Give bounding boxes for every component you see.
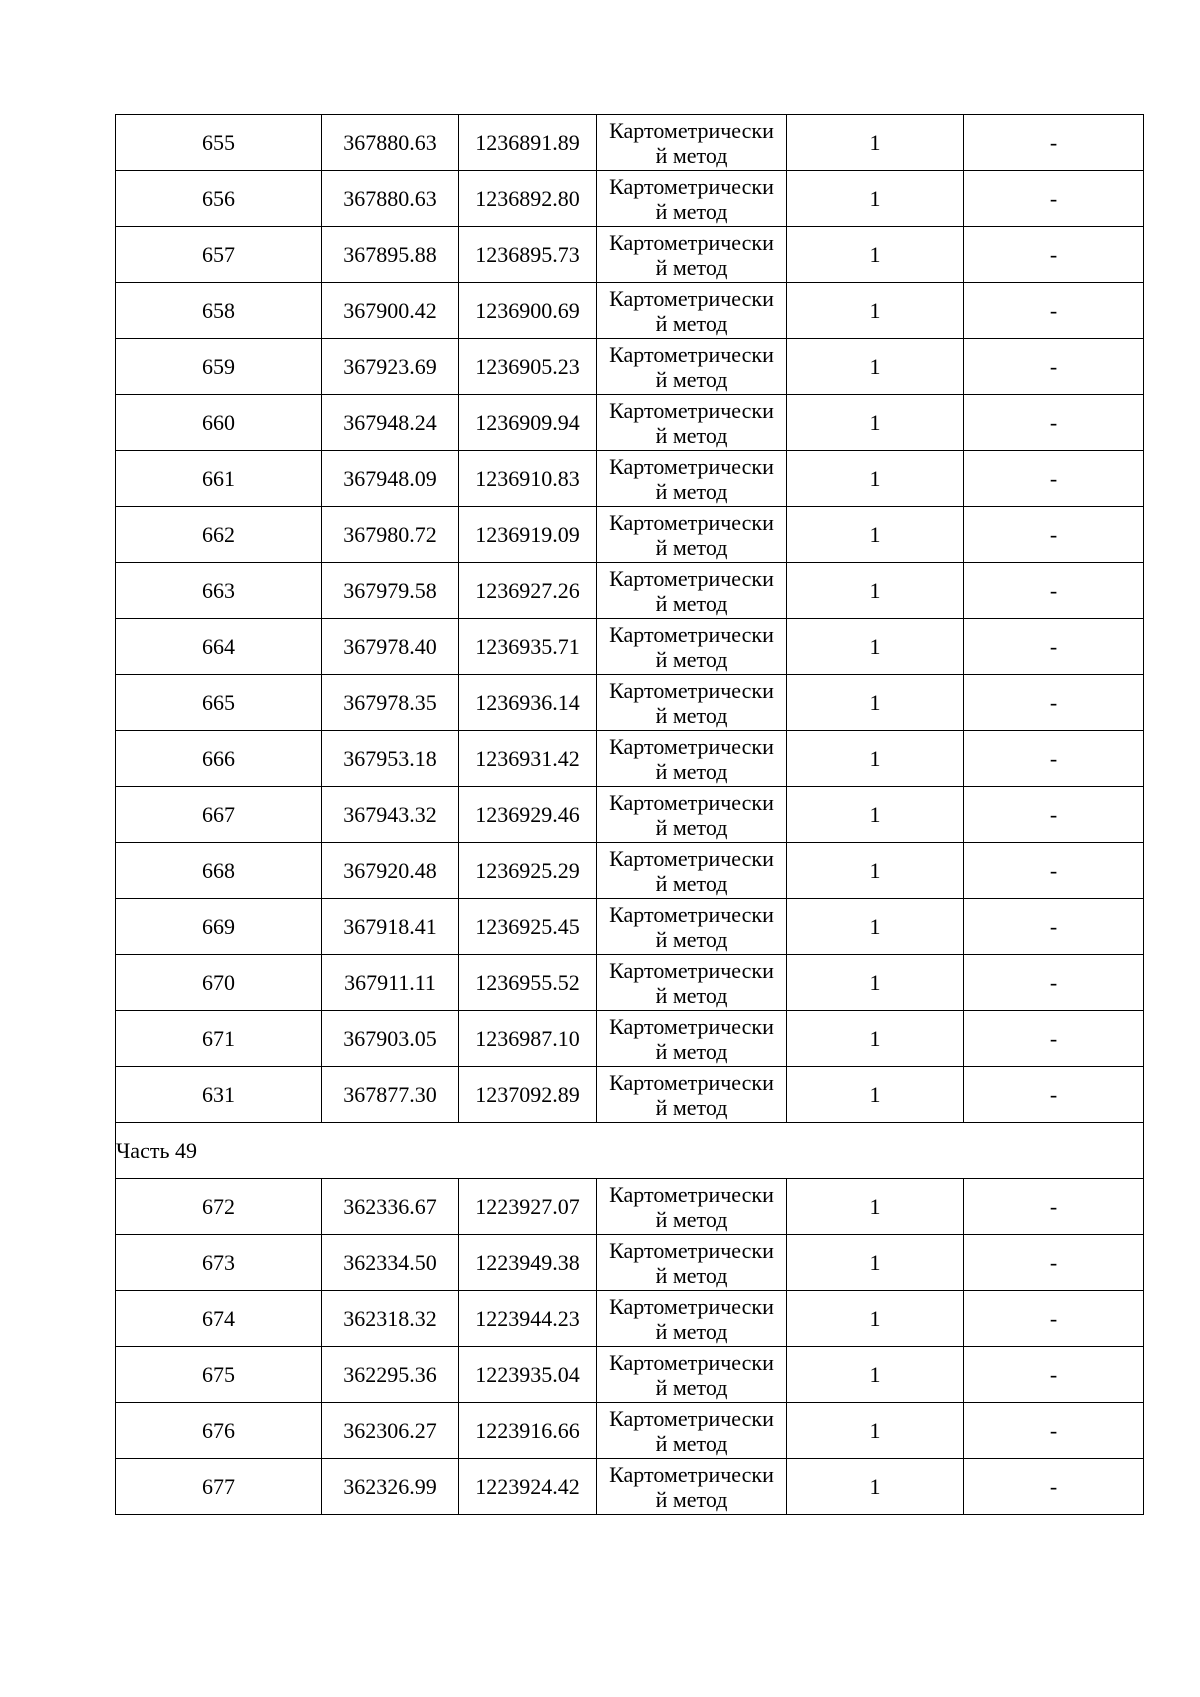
point-number-cell: 669 [116, 899, 322, 955]
method-cell [597, 451, 787, 507]
table-row [116, 731, 1144, 787]
table-row [116, 1235, 1144, 1291]
method-cell [597, 955, 787, 1011]
accuracy-cell: 1 [787, 787, 964, 843]
x-coordinate-cell: 362334.50 [322, 1235, 459, 1291]
method-cell [597, 171, 787, 227]
accuracy-cell: 1 [787, 507, 964, 563]
note-cell: - [964, 1179, 1144, 1235]
method-line: й метод [655, 479, 728, 504]
point-number-cell: 664 [116, 619, 322, 675]
method-cell [597, 675, 787, 731]
y-coordinate-cell: 1236900.69 [459, 283, 597, 339]
method-cell [597, 787, 787, 843]
note-cell: - [964, 451, 1144, 507]
y-coordinate-cell: 1223927.07 [459, 1179, 597, 1235]
x-coordinate-cell: 367943.32 [322, 787, 459, 843]
method-line: Картометрически [609, 958, 774, 983]
note-cell: - [964, 1011, 1144, 1067]
accuracy-cell: 1 [787, 619, 964, 675]
method-line: й метод [655, 815, 728, 840]
x-coordinate-cell: 367980.72 [322, 507, 459, 563]
note-cell: - [964, 227, 1144, 283]
note-cell: - [964, 899, 1144, 955]
accuracy-cell: 1 [787, 395, 964, 451]
accuracy-cell: 1 [787, 955, 964, 1011]
x-coordinate-cell: 367948.09 [322, 451, 459, 507]
table-row [116, 1347, 1144, 1403]
y-coordinate-cell: 1236936.14 [459, 675, 597, 731]
table-row [116, 171, 1144, 227]
y-coordinate-cell: 1236891.89 [459, 115, 597, 171]
method-line: й метод [655, 1263, 728, 1288]
document-page [115, 114, 1143, 1515]
x-coordinate-cell: 367918.41 [322, 899, 459, 955]
table-row [116, 451, 1144, 507]
point-number-cell: 672 [116, 1179, 322, 1235]
method-line: Картометрически [609, 230, 774, 255]
x-coordinate-cell: 367880.63 [322, 115, 459, 171]
note-cell: - [964, 619, 1144, 675]
point-number-cell: 674 [116, 1291, 322, 1347]
method-line: Картометрически [609, 1350, 774, 1375]
note-cell: - [964, 563, 1144, 619]
method-line: й метод [655, 1431, 728, 1456]
note-cell: - [964, 339, 1144, 395]
method-line: Картометрически [609, 902, 774, 927]
accuracy-cell: 1 [787, 1011, 964, 1067]
y-coordinate-cell: 1236955.52 [459, 955, 597, 1011]
x-coordinate-cell: 367953.18 [322, 731, 459, 787]
method-line: Картометрически [609, 678, 774, 703]
point-number-cell: 666 [116, 731, 322, 787]
y-coordinate-cell: 1236929.46 [459, 787, 597, 843]
table-row [116, 1179, 1144, 1235]
method-line: й метод [655, 535, 728, 560]
accuracy-cell: 1 [787, 1347, 964, 1403]
point-number-cell: 660 [116, 395, 322, 451]
method-line: й метод [655, 871, 728, 896]
method-line: Картометрически [609, 510, 774, 535]
point-number-cell: 661 [116, 451, 322, 507]
method-line: Картометрически [609, 1238, 774, 1263]
method-line: Картометрически [609, 846, 774, 871]
section-header-row [116, 1123, 1144, 1179]
method-cell [597, 1459, 787, 1515]
table-row [116, 619, 1144, 675]
method-line: й метод [655, 927, 728, 952]
method-line: Картометрически [609, 454, 774, 479]
note-cell: - [964, 115, 1144, 171]
accuracy-cell: 1 [787, 1067, 964, 1123]
y-coordinate-cell: 1236905.23 [459, 339, 597, 395]
method-cell [597, 1347, 787, 1403]
accuracy-cell: 1 [787, 899, 964, 955]
method-line: й метод [655, 703, 728, 728]
note-cell: - [964, 1403, 1144, 1459]
table-row [116, 1291, 1144, 1347]
accuracy-cell: 1 [787, 283, 964, 339]
y-coordinate-cell: 1236987.10 [459, 1011, 597, 1067]
method-line: Картометрически [609, 342, 774, 367]
method-line: Картометрически [609, 622, 774, 647]
y-coordinate-cell: 1236925.45 [459, 899, 597, 955]
y-coordinate-cell: 1223935.04 [459, 1347, 597, 1403]
method-line: й метод [655, 255, 728, 280]
accuracy-cell: 1 [787, 227, 964, 283]
method-line: й метод [655, 143, 728, 168]
table-row [116, 1403, 1144, 1459]
x-coordinate-cell: 362326.99 [322, 1459, 459, 1515]
note-cell: - [964, 1459, 1144, 1515]
accuracy-cell: 1 [787, 115, 964, 171]
x-coordinate-cell: 362295.36 [322, 1347, 459, 1403]
table-row [116, 899, 1144, 955]
x-coordinate-cell: 367911.11 [322, 955, 459, 1011]
y-coordinate-cell: 1223924.42 [459, 1459, 597, 1515]
x-coordinate-cell: 362318.32 [322, 1291, 459, 1347]
y-coordinate-cell: 1236935.71 [459, 619, 597, 675]
point-number-cell: 659 [116, 339, 322, 395]
table-row [116, 507, 1144, 563]
x-coordinate-cell: 367948.24 [322, 395, 459, 451]
note-cell: - [964, 675, 1144, 731]
y-coordinate-cell: 1223944.23 [459, 1291, 597, 1347]
x-coordinate-cell: 367923.69 [322, 339, 459, 395]
note-cell: - [964, 1347, 1144, 1403]
method-cell [597, 395, 787, 451]
accuracy-cell: 1 [787, 843, 964, 899]
y-coordinate-cell: 1236909.94 [459, 395, 597, 451]
point-number-cell: 658 [116, 283, 322, 339]
method-line: Картометрически [609, 174, 774, 199]
table-row [116, 955, 1144, 1011]
point-number-cell: 668 [116, 843, 322, 899]
method-cell [597, 899, 787, 955]
x-coordinate-cell: 362306.27 [322, 1403, 459, 1459]
y-coordinate-cell: 1236919.09 [459, 507, 597, 563]
method-line: й метод [655, 983, 728, 1008]
point-number-cell: 662 [116, 507, 322, 563]
method-line: й метод [655, 1207, 728, 1232]
method-cell [597, 1067, 787, 1123]
x-coordinate-cell: 367880.63 [322, 171, 459, 227]
x-coordinate-cell: 367877.30 [322, 1067, 459, 1123]
x-coordinate-cell: 367979.58 [322, 563, 459, 619]
method-line: й метод [655, 591, 728, 616]
point-number-cell: 657 [116, 227, 322, 283]
table-row [116, 115, 1144, 171]
point-number-cell: 670 [116, 955, 322, 1011]
method-cell [597, 619, 787, 675]
note-cell: - [964, 507, 1144, 563]
method-cell [597, 563, 787, 619]
note-cell: - [964, 395, 1144, 451]
point-number-cell: 673 [116, 1235, 322, 1291]
accuracy-cell: 1 [787, 1403, 964, 1459]
coordinates-table [115, 114, 1144, 1515]
method-line: й метод [655, 1095, 728, 1120]
note-cell: - [964, 171, 1144, 227]
method-cell [597, 1011, 787, 1067]
note-cell: - [964, 731, 1144, 787]
note-cell: - [964, 283, 1144, 339]
method-line: й метод [655, 423, 728, 448]
note-cell: - [964, 1067, 1144, 1123]
method-cell [597, 227, 787, 283]
method-line: Картометрически [609, 566, 774, 591]
note-cell: - [964, 1235, 1144, 1291]
method-cell [597, 1403, 787, 1459]
method-cell [597, 115, 787, 171]
y-coordinate-cell: 1236925.29 [459, 843, 597, 899]
y-coordinate-cell: 1236910.83 [459, 451, 597, 507]
accuracy-cell: 1 [787, 171, 964, 227]
table-row [116, 563, 1144, 619]
point-number-cell: 675 [116, 1347, 322, 1403]
y-coordinate-cell: 1223916.66 [459, 1403, 597, 1459]
point-number-cell: 663 [116, 563, 322, 619]
method-line: Картометрически [609, 118, 774, 143]
point-number-cell: 655 [116, 115, 322, 171]
method-cell [597, 1179, 787, 1235]
y-coordinate-cell: 1237092.89 [459, 1067, 597, 1123]
table-row [116, 227, 1144, 283]
method-line: Картометрически [609, 286, 774, 311]
method-line: й метод [655, 199, 728, 224]
method-cell [597, 283, 787, 339]
method-cell [597, 1235, 787, 1291]
x-coordinate-cell: 362336.67 [322, 1179, 459, 1235]
note-cell: - [964, 787, 1144, 843]
method-cell [597, 843, 787, 899]
method-line: й метод [655, 1039, 728, 1064]
point-number-cell: 676 [116, 1403, 322, 1459]
point-number-cell: 631 [116, 1067, 322, 1123]
accuracy-cell: 1 [787, 1459, 964, 1515]
method-line: й метод [655, 1375, 728, 1400]
accuracy-cell: 1 [787, 1235, 964, 1291]
method-cell [597, 507, 787, 563]
method-line: й метод [655, 759, 728, 784]
table-row [116, 843, 1144, 899]
method-line: Картометрически [609, 790, 774, 815]
table-row [116, 339, 1144, 395]
y-coordinate-cell: 1223949.38 [459, 1235, 597, 1291]
accuracy-cell: 1 [787, 1179, 964, 1235]
method-line: Картометрически [609, 1462, 774, 1487]
method-cell [597, 339, 787, 395]
table-row [116, 675, 1144, 731]
y-coordinate-cell: 1236892.80 [459, 171, 597, 227]
point-number-cell: 656 [116, 171, 322, 227]
method-line: Картометрически [609, 1070, 774, 1095]
y-coordinate-cell: 1236927.26 [459, 563, 597, 619]
accuracy-cell: 1 [787, 563, 964, 619]
x-coordinate-cell: 367920.48 [322, 843, 459, 899]
method-line: Картометрически [609, 1014, 774, 1039]
coordinates-table-body [116, 115, 1144, 1515]
accuracy-cell: 1 [787, 731, 964, 787]
accuracy-cell: 1 [787, 675, 964, 731]
method-line: Картометрически [609, 398, 774, 423]
method-line: й метод [655, 311, 728, 336]
table-row [116, 1459, 1144, 1515]
method-cell [597, 1291, 787, 1347]
accuracy-cell: 1 [787, 339, 964, 395]
point-number-cell: 667 [116, 787, 322, 843]
y-coordinate-cell: 1236895.73 [459, 227, 597, 283]
method-line: Картометрически [609, 734, 774, 759]
note-cell: - [964, 843, 1144, 899]
method-line: й метод [655, 1319, 728, 1344]
section-title: Часть 49 [116, 1123, 1144, 1179]
note-cell: - [964, 955, 1144, 1011]
table-row [116, 787, 1144, 843]
accuracy-cell: 1 [787, 451, 964, 507]
x-coordinate-cell: 367978.40 [322, 619, 459, 675]
table-row [116, 283, 1144, 339]
method-line: й метод [655, 367, 728, 392]
method-line: й метод [655, 1487, 728, 1512]
method-line: й метод [655, 647, 728, 672]
x-coordinate-cell: 367895.88 [322, 227, 459, 283]
accuracy-cell: 1 [787, 1291, 964, 1347]
point-number-cell: 671 [116, 1011, 322, 1067]
x-coordinate-cell: 367900.42 [322, 283, 459, 339]
table-row [116, 1067, 1144, 1123]
method-cell [597, 731, 787, 787]
method-line: Картометрически [609, 1182, 774, 1207]
method-line: Картометрически [609, 1294, 774, 1319]
table-row [116, 395, 1144, 451]
point-number-cell: 677 [116, 1459, 322, 1515]
y-coordinate-cell: 1236931.42 [459, 731, 597, 787]
x-coordinate-cell: 367978.35 [322, 675, 459, 731]
table-row [116, 1011, 1144, 1067]
note-cell: - [964, 1291, 1144, 1347]
method-line: Картометрически [609, 1406, 774, 1431]
point-number-cell: 665 [116, 675, 322, 731]
x-coordinate-cell: 367903.05 [322, 1011, 459, 1067]
